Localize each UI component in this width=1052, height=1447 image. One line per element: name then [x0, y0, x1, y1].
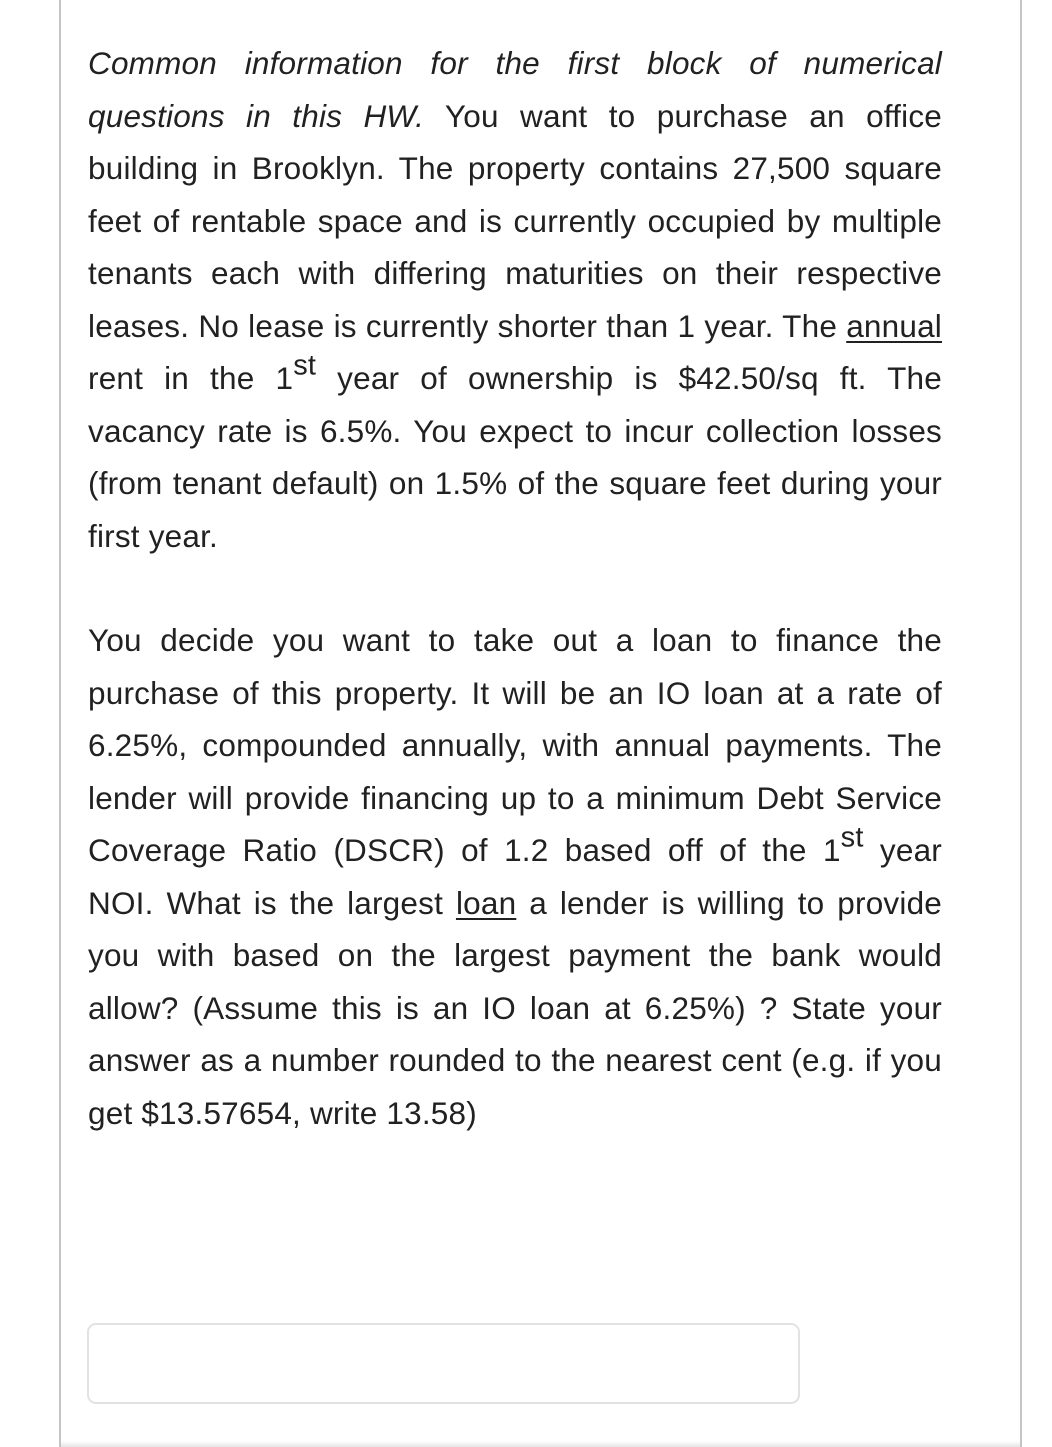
answer-input[interactable]	[87, 1323, 800, 1404]
question-paragraph-2	[88, 614, 942, 1139]
paragraph-2-text-c: a lender is willing to provide you with based on the largest payment the bank would allow? (Assume this is an IO loan at 6.25%) ? State your answer as a number rounded to the nearest cent (e.g. if you get $13.57654, write 13.58)	[88, 884, 943, 1131]
superscript-st: st	[840, 821, 864, 854]
question-text	[88, 37, 942, 1139]
common-info-intro: Common information for the first block of numerical questions in this HW.	[88, 45, 942, 134]
paragraph-1-text-c: year of ownership is $42.50/sq ft. The vacancy rate is 6.5%. You expect to incur collection losses (from tenant default) on 1.5% of the square feet during your first year.	[88, 360, 942, 554]
question-paragraph-1	[88, 37, 942, 562]
card-bottom-shadow	[61, 1441, 1020, 1447]
paragraph-2-text-a: You decide you want to take out a loan to finance the purchase of this property. It will be an IO loan at a rate of 6.25%, compounded annually, with annual payments. The lender will provide financing up to a minimum Debt Service Coverage Ratio (DSCR) of 1.2 based off of the 1	[88, 622, 942, 868]
superscript-st: st	[293, 349, 317, 382]
loan-underlined: loan	[455, 884, 517, 921]
paragraph-1-text-a: You want to purchase an office building in Brooklyn. The property contains 27,500 square feet of rentable space and is currently occupied by multiple tenants each with differing maturities on their respective leases. No lease is currently shorter than 1 year. The	[88, 97, 942, 344]
annual-underlined: annual	[846, 307, 942, 344]
paragraph-2-text-b: year NOI. What is the largest	[88, 832, 942, 921]
paragraph-1-text-b: rent in the 1	[88, 360, 294, 396]
